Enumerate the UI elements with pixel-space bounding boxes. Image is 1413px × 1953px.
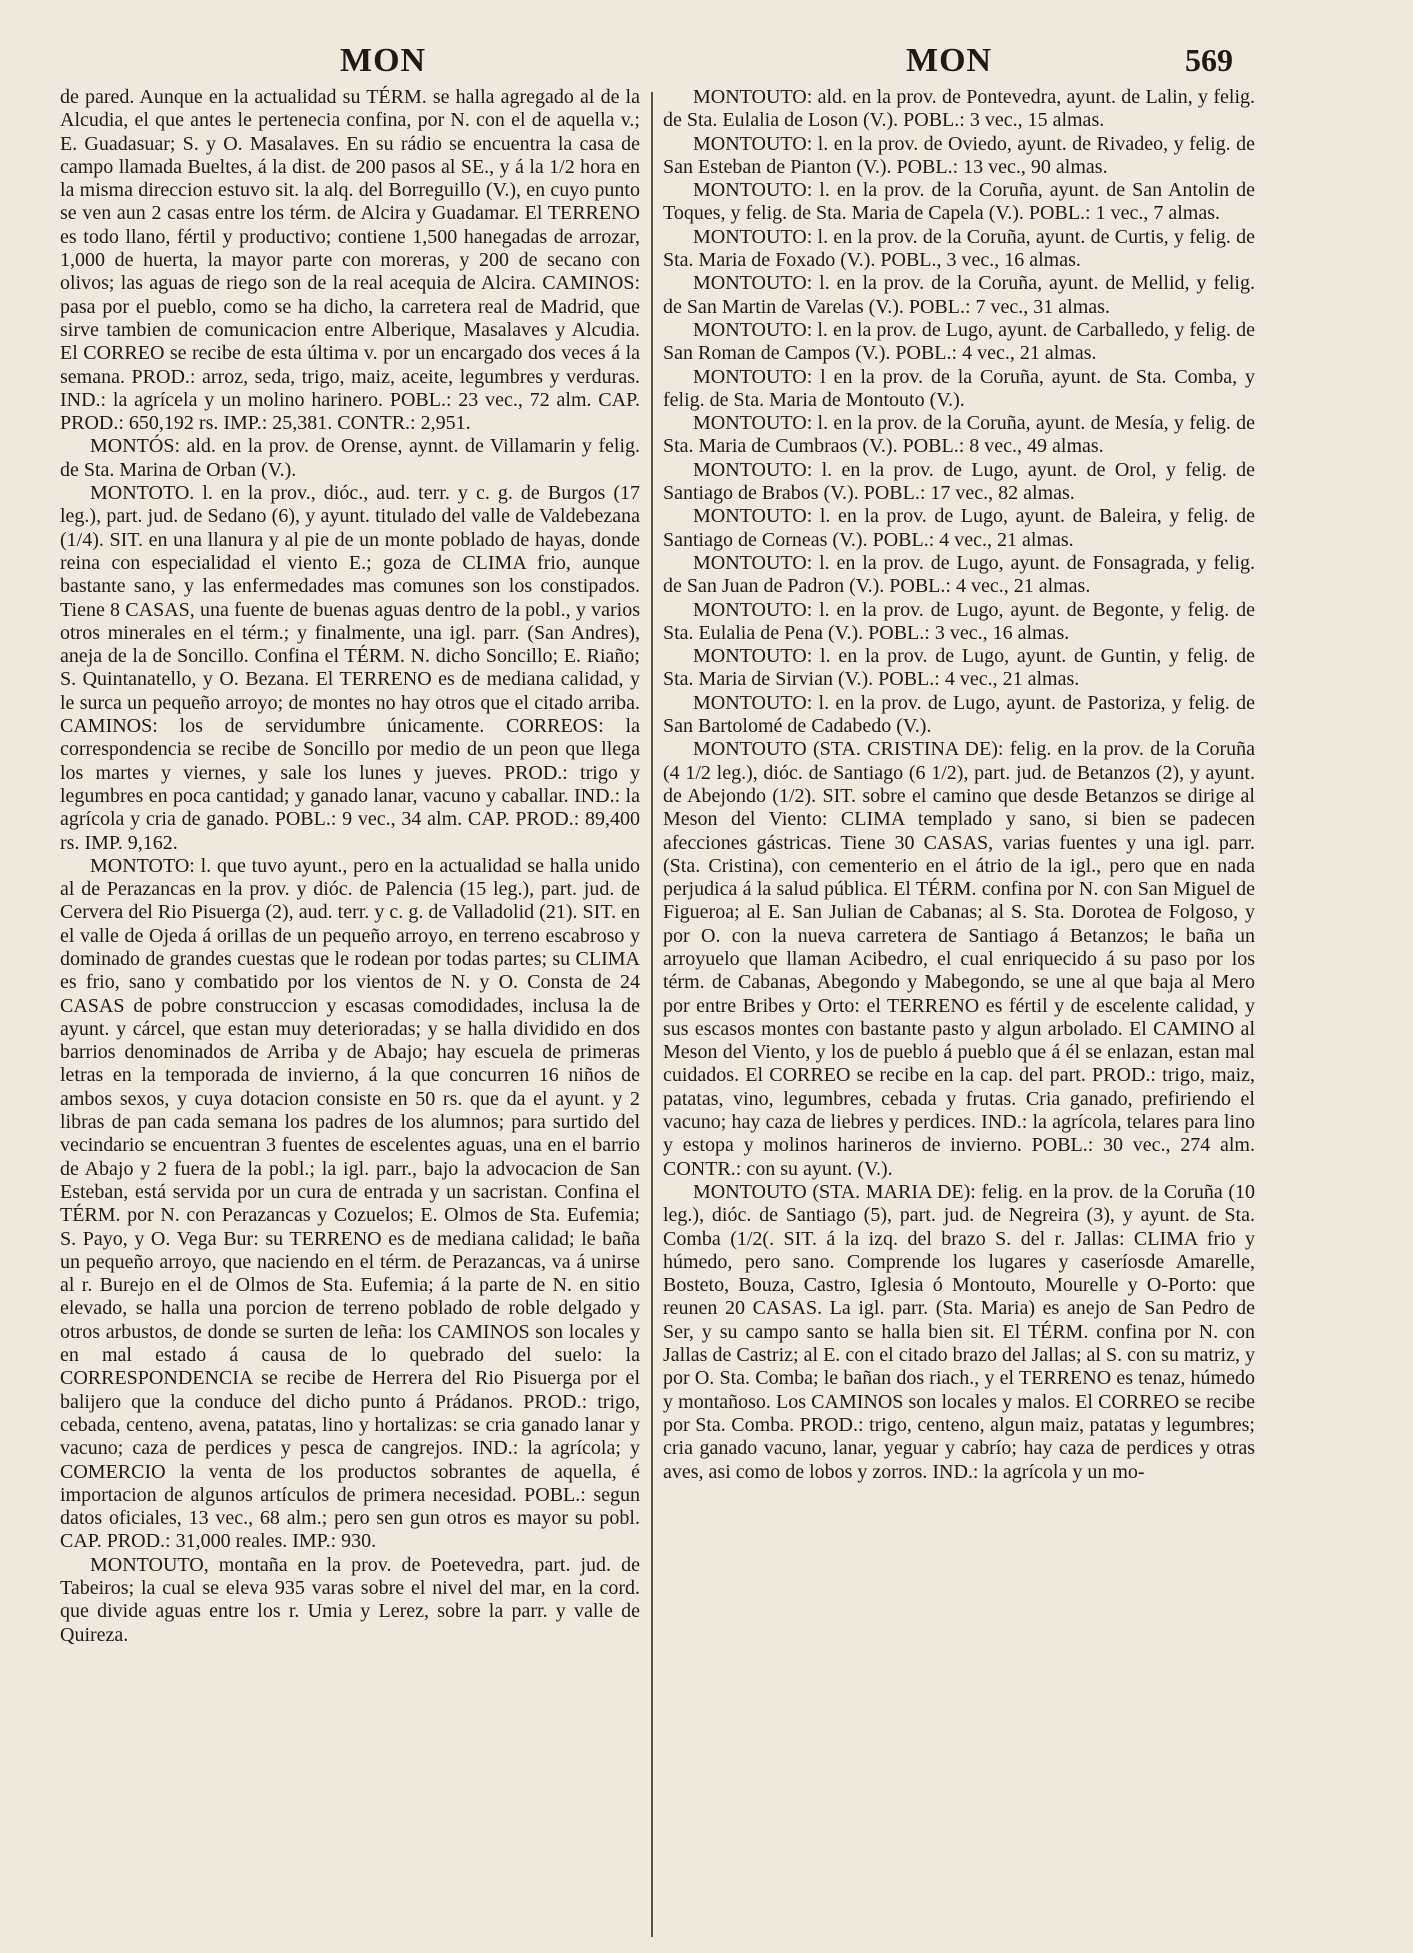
entry-montouto-begonte: MONTOUTO: l. en la prov. de Lugo, ayunt. de Begonte, y felig. de Sta. Eulalia de Pena (V.). POBL.: 3 vec., 16 almas. bbox=[663, 598, 1255, 644]
entry-montoto-burgos: MONTOTO. l. en la prov., dióc., aud. terr. y c. g. de Burgos (17 leg.), part. jud. de Sedano (6), y ayunt. titulado del valle de Valdebezana (1/4). SIT. en una llanura y al pie de un monte poblado de hayas, donde reina con especialidad el viento E.; goza de CLIMA frio, aunque bastante sano, y las enfermedades mas comunes son los constipados. Tiene 8 CASAS, una fuente de buenas aguas dentro de la pobl., y varios otros minerales en el térm.; y finalmente, una igl. parr. (San Andres), aneja de la de Soncillo. Confina el TÉRM. N. dicho Soncillo; E. Riaño; S. Quintanatello, y O. Bezana. El TERRENO es de mediana calidad, y le surca un pequeño arroyo; de montes no hay otros que el citado arriba. CAMINOS: los de servidumbre únicamente. CORREOS: la correspondencia se recibe de Soncillo por medio de un peon que llega los martes y viernes, y sale los lunes y jueves. PROD.: trigo y legumbres en poca cantidad; y ganado lanar, vacuno y caballar. IND.: la agrícola y cria de ganado. POBL.: 9 vec., 34 alm. CAP. PROD.: 89,400 rs. IMP. 9,162. bbox=[60, 482, 640, 854]
entry-montouto-carballedo: MONTOUTO: l. en la prov. de Lugo, ayunt. de Carballedo, y felig. de San Roman de Campos (V.). POBL.: 4 vec., 21 almas. bbox=[663, 318, 1255, 365]
entry-montouto-mesia: MONTOUTO: l. en la prov. de la Coruña, ayunt. de Mesía, y felig. de Sta. Maria de Cumbraos (V.). POBL.: 8 vec., 49 almas. bbox=[663, 412, 1255, 458]
entry-montouto-guntin: MONTOUTO: l. en la prov. de Lugo, ayunt. de Guntin, y felig. de Sta. Maria de Sirvian (V.). POBL.: 4 vec., 21 almas. bbox=[663, 645, 1255, 691]
entry-montouto-orol: MONTOUTO: l. en la prov. de Lugo, ayunt. de Orol, y felig. de Santiago de Brabos (V.). POBL.: 17 vec., 82 almas. bbox=[663, 458, 1255, 505]
entry-montouto-sta-comba: MONTOUTO: l en la prov. de la Coruña, ayunt. de Sta. Comba, y felig. de Sta. Maria de Montouto (V.). bbox=[663, 365, 1255, 411]
left-column bbox=[60, 86, 640, 1647]
right-column bbox=[663, 86, 1255, 1484]
entry-montouto-mellid: MONTOUTO: l. en la prov. de la Coruña, ayunt. de Mellid, y felig. de San Martin de Varelas (V.). POBL.: 7 vec., 31 almas. bbox=[663, 272, 1255, 318]
entry-montouto-sta-maria: MONTOUTO (STA. MARIA DE): felig. en la prov. de la Coruña (10 leg.), dióc. de Santiago (5), part. jud. de Negreira (3), y ayunt. de Sta. Comba (1/2(. SIT. á la izq. del brazo S. del r. Jallas: CLIMA frio y húmedo, pero sano. Comprende los lugares y caseríosde Amarelle, Bosteto, Bouza, Castro, Iglesia ó Montouto, Mourelle y O-Porto: que reunen 20 CASAS. La igl. parr. (Sta. Maria) es anejo de San Pedro de Ser, y su campo santo se halla bien sit. El TÉRM. confina por N. con Jallas de Castriz; al E. con el citado brazo del Jallas; al S. con su matriz, y por O. Sta. Comba; le bañan dos riach., y el TERRENO es tenaz, húmedo y montañoso. Los CAMINOS son locales y malos. El CORREO se recibe por Sta. Comba. PROD.: trigo, centeno, algun maiz, patatas y legumbres; cria ganado vacuno, lanar, yeguar y cabrío; hay caza de perdices y otras aves, asi como de lobos y zorros. IND.: la agrícola y un mo- bbox=[663, 1180, 1255, 1483]
entry-montouto-montana: MONTOUTO, montaña en la prov. de Poetevedra, part. jud. de Tabeiros; la cual se eleva 935 varas sobre el nivel del mar, en la cord. que divide aguas entre los r. Umia y Lerez, sobre la parr. y valle de Quireza. bbox=[60, 1553, 640, 1646]
entry-montouto-sta-cristina: MONTOUTO (STA. CRISTINA DE): felig. en la prov. de la Coruña (4 1/2 leg.), dióc. de Santiago (6 1/2), part. jud. de Betanzos (2), y ayunt. de Abejondo (1/2). SIT. sobre el camino que desde Betanzos se dirige al Meson del Viento: CLIMA templado y sano, si bien se padecen afecciones gástricas. Tiene 30 CASAS, varias fuentes y una igl. parr. (Sta. Cristina), con cementerio en el átrio de la igl., pero que en nada perjudica á la salud pública. El TÉRM. confina por N. con San Miguel de Figueroa; al E. San Julian de Cabanas; al S. Sta. Dorotea de Folgoso, y por O. con la nueva carretera de Santiago á Betanzos; le baña un arroyuelo que llaman Acibedro, el cual enriquecido á su paso por los térm. de Cabanas, Abegondo y Mabegondo, se une al que baja al Mero por entre Bribes y Orto: el TERRENO es fértil y de escelente calidad, y sus escasos montes con bastante pasto y algun arbolado. El CAMINO al Meson del Viento, y los de pueblo á pueblo que á él se enlazan, estan mal cuidados. El CORREO se recibe en la cap. del part. PROD.: trigo, maiz, patatas, vino, legumbres, cebada y frutas. Cria ganado, prefiriendo el vacuno; hay caza de liebres y perdices. IND.: la agrícola, telares para lino y estopa y molinos harineros de invierno. POBL.: 30 vec., 274 alm. CONTR.: con su ayunt. (V.). bbox=[663, 738, 1255, 1180]
entry-montouto-fonsagrada: MONTOUTO: l. en la prov. de Lugo, ayunt. de Fonsagrada, y felig. de San Juan de Padron (V.). POBL.: 4 vec., 21 almas. bbox=[663, 551, 1255, 598]
entry-montouto-baleira: MONTOUTO: l. en la prov. de Lugo, ayunt. de Baleira, y felig. de Santiago de Corneas (V.). POBL.: 4 vec., 21 almas. bbox=[663, 505, 1255, 551]
right-running-headword: MON bbox=[906, 42, 993, 79]
entry-montouto-curtis: MONTOUTO: l. en la prov. de la Coruña, ayunt. de Curtis, y felig. de Sta. Maria de Foxado (V.). POBL., 3 vec., 16 almas. bbox=[663, 225, 1255, 272]
entry-montouto-pastoriza: MONTOUTO: l. en la prov. de Lugo, ayunt. de Pastoriza, y felig. de San Bartolomé de Cadabedo (V.). bbox=[663, 691, 1255, 738]
entry-montouto-rivadeo: MONTOUTO: l. en la prov. de Oviedo, ayunt. de Rivadeo, y felig. de San Esteban de Pianton (V.). POBL.: 13 vec., 90 almas. bbox=[663, 132, 1255, 178]
column-divider bbox=[651, 92, 653, 1937]
entry-montouto-lalin: MONTOUTO: ald. en la prov. de Pontevedra, ayunt. de Lalin, y felig. de Sta. Eulalia de Loson (V.). POBL.: 3 vec., 15 almas. bbox=[663, 86, 1255, 132]
entry-montos: MONTÓS: ald. en la prov. de Orense, aynnt. de Villamarin y felig. de Sta. Marina de Orban (V.). bbox=[60, 435, 640, 481]
entry-montoto-palencia: MONTOTO: l. que tuvo ayunt., pero en la actualidad se halla unido al de Perazancas en la prov. y dióc. de Palencia (15 leg.), part. jud. de Cervera del Rio Pisuerga (2), aud. terr. y c. g. de Valladolid (21). SIT. en el valle de Ojeda á orillas de un pequeño arroyo, en terreno escabroso y dominado de grandes cuestas que le rodean por todas partes; su CLIMA es frio, sano y combatido por los vientos de N. y O. Consta de 24 CASAS de pobre construccion y escasas comodidades, inclusa la de ayunt. y cárcel, que estan muy deterioradas; y se halla dividido en dos barrios denominados de Arriba y de Abajo; hay escuela de primeras letras en la temporada de invierno, á la que concurren 16 niños de ambos sexos, y cuya dotacion consiste en 50 rs. que da el ayunt. y 2 libras de pan cada semana los padres de los alumnos; para surtido del vecindario se encuentran 3 fuentes de escelentes aguas, una en el barrio de Abajo y 2 fuera de la pobl.; la igl. parr., bajo la advocacion de San Esteban, está servida por un cura de entrada y un sacristan. Confina el TÉRM. por N. con Perazancas y Cozuelos; E. Olmos de Sta. Eufemia; S. Payo, y O. Vega Bur: su TERRENO es de mediana calidad; le baña un pequeño arroyo, que naciendo en el térm. de Perazancas, va á unirse al r. Burejo en el de Olmos de Sta. Eufemia; á la parte de N. en sitio elevado, se halla una porcion de terreno poblado de roble delgado y otros arbustos, de donde se surten de leña: los CAMINOS son locales y en mal estado á causa de lo quebrado del suelo: la CORRESPONDENCIA se recibe de Herrera del Rio Pisuerga por el balijero que la conduce del dicho punto á Prádanos. PROD.: trigo, cebada, centeno, avena, patatas, lino y hortalizas: se cria ganado lanar y vacuno; caza de perdices y pesca de cangrejos. IND.: la agrícola; y COMERCIO la venta de los productos sobrantes de aquella, é importacion de algunos artículos de primera necesidad. POBL.: segun datos oficiales, 13 vec., 68 alm.; pero sen gun otros es mayor su pobl. CAP. PROD.: 31,000 reales. IMP.: 930. bbox=[60, 854, 640, 1553]
left-running-headword: MON bbox=[340, 42, 427, 79]
running-header bbox=[0, 42, 1413, 86]
page-number: 569 bbox=[1185, 42, 1233, 78]
entry-montouto-toques: MONTOUTO: l. en la prov. de la Coruña, ayunt. de San Antolin de Toques, y felig. de Sta. Maria de Capela (V.). POBL.: 1 vec., 7 almas. bbox=[663, 179, 1255, 225]
entry-continuation: de pared. Aunque en la actualidad su TÉRM. se halla agregado al de la Alcudia, el que antes le pertenecia confina, por N. con el de aquella v.; E. Guadasuar; S. y O. Masalaves. En su rádio se encuentra la casa de campo llamada Bueltes, á la dist. de 200 pasos al SE., y á la 1/2 hora en la misma direccion estuvo sit. la alq. del Borreguillo (V.), en cuyo punto se ven aun 2 casas entre los térm. de Alcira y Guadamar. El TERRENO es todo llano, fértil y productivo; contiene 1,500 hanegadas de arrozar, 1,000 de huerta, la mayor parte con moreras, y 200 de secano con olivos; las aguas de riego son de la real acequia de Alcira. CAMINOS: pasa por el pueblo, como se ha dicho, la carretera real de Madrid, que sirve tambien de comunicacion entre Alberique, Masalaves y Alcudia. El CORREO se recibe de esta última v. por un encargado dos veces á la semana. PROD.: arroz, seda, trigo, maiz, aceite, legumbres y verduras. IND.: la agrícela y un molino harinero. POBL.: 23 vec., 72 alm. CAP. PROD.: 650,192 rs. IMP.: 25,381. CONTR.: 2,951. bbox=[60, 86, 640, 435]
